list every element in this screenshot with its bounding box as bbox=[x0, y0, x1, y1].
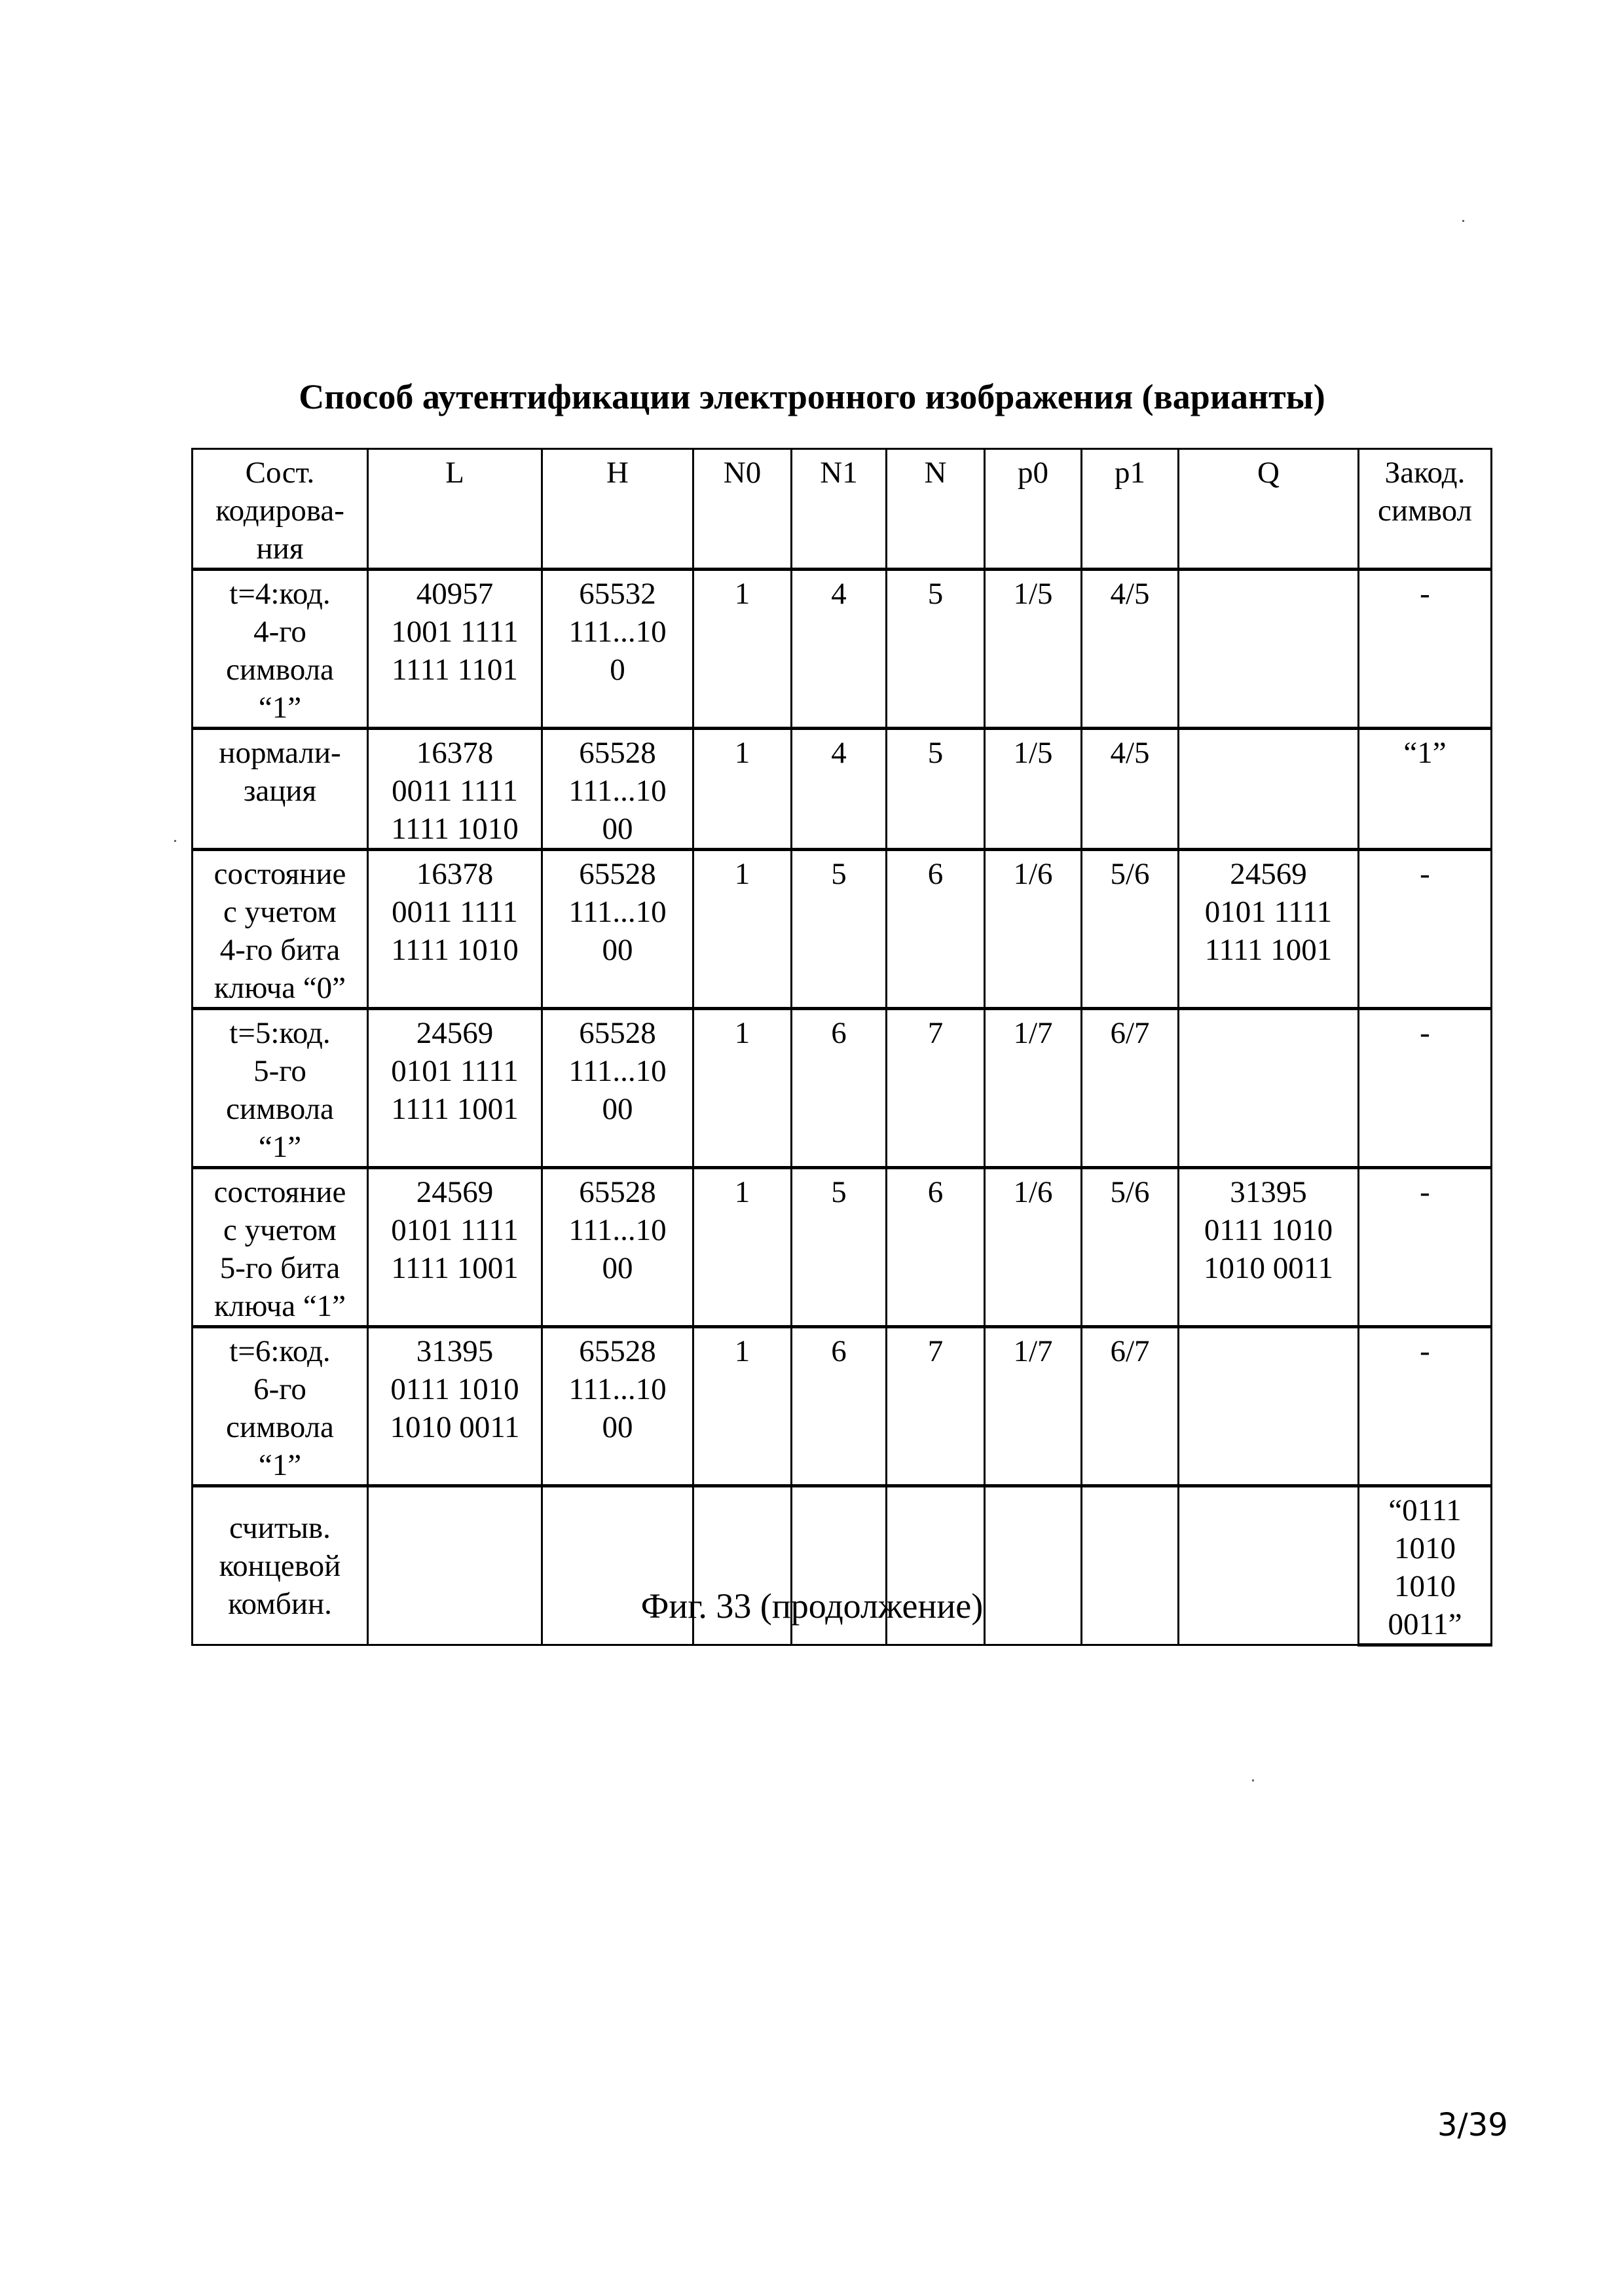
cell-coded-symbol: - bbox=[1359, 1327, 1492, 1486]
cell-coded-symbol: - bbox=[1359, 850, 1492, 1009]
cell-N0: 1 bbox=[693, 1009, 792, 1168]
cell-L: 31395 0111 1010 1010 0011 bbox=[368, 1327, 542, 1486]
cell-p0: 1/5 bbox=[985, 729, 1082, 850]
cell-state: нормали- зация bbox=[193, 729, 368, 850]
cell-p0: 1/6 bbox=[985, 1168, 1082, 1327]
cell-coded-symbol: “1” bbox=[1359, 729, 1492, 850]
cell-state: состояние с учетом 5-го бита ключа “1” bbox=[193, 1168, 368, 1327]
figure-caption: Фиг. 33 (продолжение) bbox=[0, 1586, 1624, 1626]
cell-p1: 4/5 bbox=[1082, 729, 1179, 850]
cell-N0: 1 bbox=[693, 570, 792, 729]
cell-H: 65528 111...10 00 bbox=[542, 1327, 693, 1486]
document-title: Способ аутентификации электронного изображения (варианты) bbox=[0, 376, 1624, 417]
table-row bbox=[193, 1168, 1492, 1327]
cell-Q bbox=[1179, 1327, 1359, 1486]
cell-N: 5 bbox=[887, 729, 985, 850]
cell-N: 6 bbox=[887, 850, 985, 1009]
cell-N1: 5 bbox=[792, 850, 887, 1009]
cell-N0: 1 bbox=[693, 1327, 792, 1486]
cell-Q bbox=[1179, 570, 1359, 729]
header-state: Сост. кодирова- ния bbox=[193, 449, 368, 570]
page-number: 3/39 bbox=[1437, 2107, 1508, 2143]
cell-p1: 5/6 bbox=[1082, 1168, 1179, 1327]
cell-state: t=6:код. 6-го символа “1” bbox=[193, 1327, 368, 1486]
cell-N: 6 bbox=[887, 1168, 985, 1327]
table-header-row bbox=[193, 449, 1492, 570]
cell-L: 24569 0101 1111 1111 1001 bbox=[368, 1168, 542, 1327]
cell-N: 7 bbox=[887, 1009, 985, 1168]
cell-Q: 24569 0101 1111 1111 1001 bbox=[1179, 850, 1359, 1009]
cell-coded-symbol: “0111 1010 1010 0011” bbox=[1359, 1486, 1492, 1645]
cell-Q bbox=[1179, 1009, 1359, 1168]
header-L: L bbox=[368, 449, 542, 570]
table-row bbox=[193, 1327, 1492, 1486]
cell-H: 65528 111...10 00 bbox=[542, 850, 693, 1009]
cell-H: 65528 111...10 00 bbox=[542, 1168, 693, 1327]
cell-N0: 1 bbox=[693, 729, 792, 850]
cell-N1: 4 bbox=[792, 729, 887, 850]
cell-N1: 6 bbox=[792, 1327, 887, 1486]
header-coded-symbol: Закод. символ bbox=[1359, 449, 1492, 570]
cell-L: 16378 0011 1111 1111 1010 bbox=[368, 850, 542, 1009]
cell-p1: 4/5 bbox=[1082, 570, 1179, 729]
cell-L: 16378 0011 1111 1111 1010 bbox=[368, 729, 542, 850]
header-N: N bbox=[887, 449, 985, 570]
cell-state: состояние с учетом 4-го бита ключа “0” bbox=[193, 850, 368, 1009]
cell-state: считыв. концевой комбин. bbox=[193, 1486, 368, 1645]
cell-L: 24569 0101 1111 1111 1001 bbox=[368, 1009, 542, 1168]
cell-coded-symbol: - bbox=[1359, 1009, 1492, 1168]
cell-L: 40957 1001 1111 1111 1101 bbox=[368, 570, 542, 729]
scan-speck bbox=[1462, 220, 1464, 222]
header-N1: N1 bbox=[792, 449, 887, 570]
cell-N0: 1 bbox=[693, 1168, 792, 1327]
cell-p0: 1/6 bbox=[985, 850, 1082, 1009]
cell-N: 7 bbox=[887, 1327, 985, 1486]
header-N0: N0 bbox=[693, 449, 792, 570]
cell-coded-symbol: - bbox=[1359, 570, 1492, 729]
cell-H: 65528 111...10 00 bbox=[542, 1009, 693, 1168]
table-row bbox=[193, 570, 1492, 729]
cell-p0: 1/7 bbox=[985, 1327, 1082, 1486]
header-H: H bbox=[542, 449, 693, 570]
header-Q: Q bbox=[1179, 449, 1359, 570]
header-p0: p0 bbox=[985, 449, 1082, 570]
cell-p1: 6/7 bbox=[1082, 1009, 1179, 1168]
cell-p1: 5/6 bbox=[1082, 850, 1179, 1009]
scan-speck bbox=[1252, 1779, 1254, 1781]
cell-state: t=4:код. 4-го символа “1” bbox=[193, 570, 368, 729]
cell-N0: 1 bbox=[693, 850, 792, 1009]
cell-N1: 5 bbox=[792, 1168, 887, 1327]
cell-H: 65528 111...10 00 bbox=[542, 729, 693, 850]
scan-speck bbox=[174, 840, 176, 842]
cell-Q: 31395 0111 1010 1010 0011 bbox=[1179, 1168, 1359, 1327]
cell-p0: 1/5 bbox=[985, 570, 1082, 729]
table-row bbox=[193, 850, 1492, 1009]
cell-p1: 6/7 bbox=[1082, 1327, 1179, 1486]
cell-H: 65532 111...10 0 bbox=[542, 570, 693, 729]
cell-coded-symbol: - bbox=[1359, 1168, 1492, 1327]
cell-state: t=5:код. 5-го символа “1” bbox=[193, 1009, 368, 1168]
coding-state-table bbox=[191, 448, 1492, 1647]
cell-Q bbox=[1179, 729, 1359, 850]
table-row bbox=[193, 1009, 1492, 1168]
table-row bbox=[193, 729, 1492, 850]
cell-N: 5 bbox=[887, 570, 985, 729]
header-p1: p1 bbox=[1082, 449, 1179, 570]
cell-N1: 4 bbox=[792, 570, 887, 729]
cell-N1: 6 bbox=[792, 1009, 887, 1168]
cell-p0: 1/7 bbox=[985, 1009, 1082, 1168]
